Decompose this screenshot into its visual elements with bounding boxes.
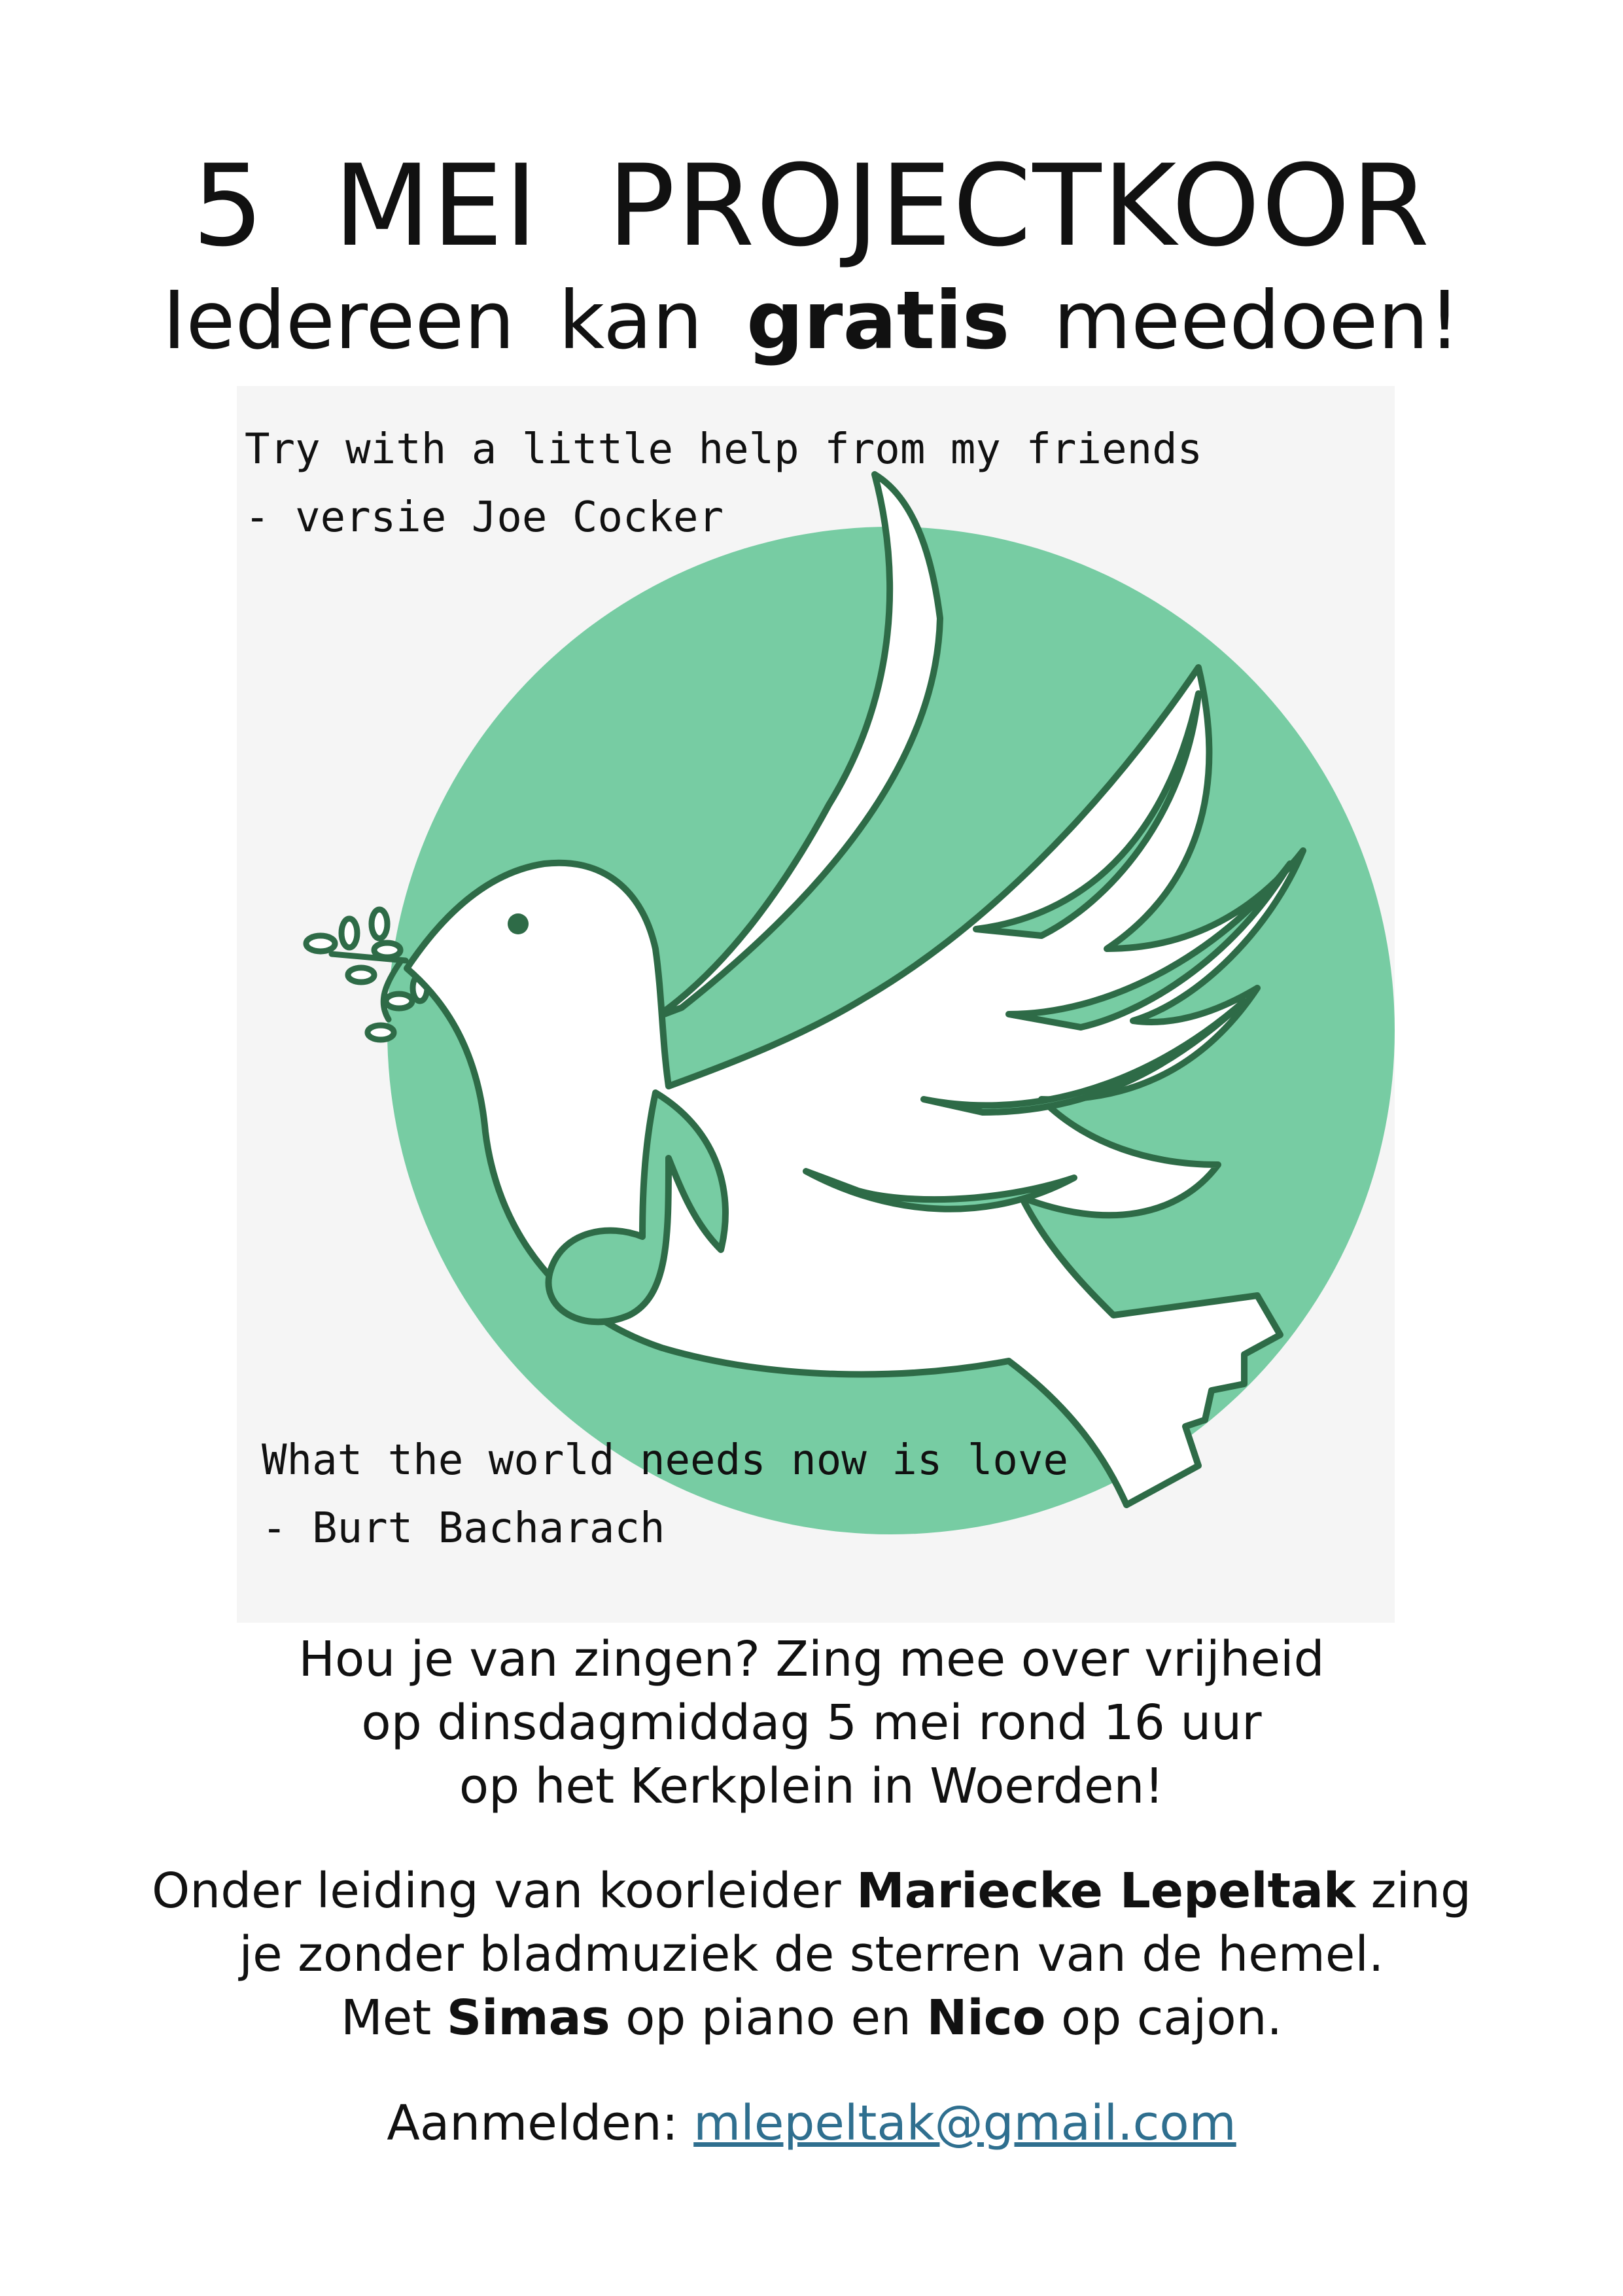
details-text: Met [340,1990,447,2046]
signup-label: Aanmelden: [387,2095,694,2151]
song-artist: - versie Joe Cocker [245,493,724,542]
pianist-name: Simas [446,1990,610,2046]
event-details [0,1860,1623,2050]
dove-eye [508,913,529,934]
details-line-2: je zonder bladmuziek de sterren van de hemel. [239,1926,1384,1983]
illustration-panel [237,386,1395,1623]
details-text: op cajon. [1045,1990,1283,2046]
song-title: Try with a little help from my friends [245,425,1203,474]
intro-line-2: op dinsdagmiddag 5 mei rond 16 uur [361,1695,1262,1751]
event-intro [0,1628,1623,1818]
page-title: 5 MEI PROJECTKOOR [192,140,1431,272]
song-title: What the world needs now is love [262,1436,1068,1485]
details-line-1 [0,1860,1623,1923]
subtitle [0,272,1623,370]
subtitle-text-end: meedoen! [1009,274,1461,367]
intro-line-3: op het Kerkplein in Woerden! [459,1758,1164,1814]
song-artist: - Burt Bacharach [262,1504,665,1553]
subtitle-text: Iedereen kan [162,274,746,367]
percussionist-name: Nico [926,1990,1046,2046]
subtitle-emphasis: gratis [746,274,1010,367]
details-line-3 [0,1987,1623,2050]
signup-email-link[interactable]: mlepeltak@gmail.com [693,2095,1236,2151]
details-text: op piano en [610,1990,927,2046]
signup-line [0,2091,1623,2156]
details-text: zing [1355,1863,1471,1919]
intro-line-1: Hou je van zingen? Zing mee over vrijheid [298,1631,1325,1687]
conductor-name: Mariecke Lepeltak [856,1863,1356,1919]
details-text: Onder leiding van koorleider [152,1863,857,1919]
song-credit-top [245,415,1202,552]
song-credit-bottom [262,1426,1068,1563]
